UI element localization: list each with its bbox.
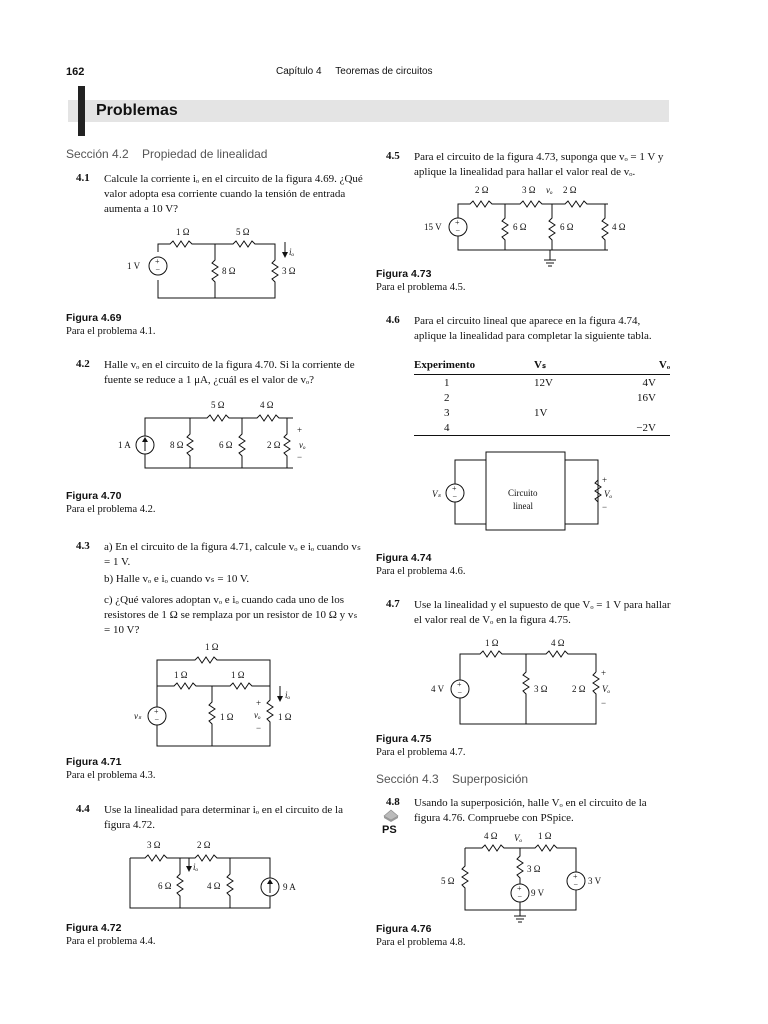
source-label: 1 A (118, 440, 131, 450)
figure-4-73-circuit (420, 180, 630, 270)
source-label: 4 V (431, 684, 445, 694)
svg-text:−: − (155, 265, 161, 274)
figure-caption: Figura 4.70 Para el problema 4.2. (66, 490, 156, 515)
resistor-label: 2 Ω (475, 185, 489, 195)
svg-text:+: + (154, 707, 159, 716)
table-row: 1 12V 4V (444, 376, 656, 389)
svg-text:−: − (455, 226, 461, 235)
page-number: 162 (66, 66, 85, 78)
resistor-label: 8 Ω (170, 440, 184, 450)
problem-text: Para el circuito lineal que aparece en la figura 4.74, aplique la linealidad para completar la siguiente tabla. (414, 315, 652, 342)
resistor-label: 5 Ω (441, 876, 455, 886)
section-heading-4-2: Sección 4.2 Propiedad de linealidad (66, 147, 268, 161)
figure-4-69-circuit (127, 222, 300, 302)
source-label: Vₛ (432, 489, 441, 499)
table-header-row: Experimento Vₛ Vₒ (414, 356, 670, 375)
svg-text:+: + (297, 425, 303, 435)
table-row: 4 −2V (414, 420, 670, 436)
svg-text:−: − (154, 715, 160, 724)
current-label: iₒ (289, 247, 295, 257)
svg-text:−: − (297, 452, 303, 462)
problem-number: 4.6 (386, 314, 400, 326)
problem-number: 4.3 (76, 540, 90, 552)
source-label: vₛ (134, 711, 142, 721)
resistor-label: 1 Ω (485, 638, 499, 648)
svg-text:−: − (517, 892, 523, 901)
resistor-label: 4 Ω (551, 638, 565, 648)
problem-text: Use la linealidad para determinar iₒ en el circuito de la figura 4.72. (104, 804, 343, 831)
resistor-label: 6 Ω (158, 881, 172, 891)
resistor-label: 8 Ω (222, 266, 236, 276)
figure-caption: Figura 4.75 Para el problema 4.7. (376, 733, 466, 758)
svg-text:−: − (256, 723, 262, 733)
problem-text: Calcule la corriente iₒ en el circuito de la figura 4.69. ¿Qué valor adopta esa corriente cuando la tensión de entrada aumenta a 10 V? (104, 173, 363, 215)
resistor-label: 4 Ω (260, 400, 274, 410)
svg-text:−: − (602, 502, 608, 512)
voltage-label: Vₒ (602, 684, 611, 694)
page-title: Problemas (96, 102, 178, 119)
svg-text:+: + (573, 872, 578, 881)
resistor-label: 6 Ω (560, 222, 574, 232)
problem-text-a: a) En el circuito de la figura 4.71, calcule vₒ e iₒ cuando vₛ = 1 V. (104, 541, 361, 568)
figure-4-72-circuit (125, 838, 305, 918)
resistor-label: 1 Ω (538, 831, 552, 841)
source-label: 9 V (531, 888, 545, 898)
voltage-label: vₒ (546, 185, 553, 195)
resistor-label: 3 Ω (522, 185, 536, 195)
voltage-label: vₒ (299, 440, 306, 450)
resistor-label: 1 Ω (176, 227, 190, 237)
figure-4-74-circuit (430, 452, 630, 532)
problem-number: 4.1 (76, 172, 90, 184)
resistor-label: 4 Ω (612, 222, 626, 232)
resistor-label: 2 Ω (563, 185, 577, 195)
problem-text: Usando la superposición, halle Vₒ en el circuito de la figura 4.76. Compruebe con PSpice. (414, 797, 647, 824)
resistor-label: 3 Ω (282, 266, 296, 276)
svg-text:+: + (256, 698, 262, 708)
problem-number: 4.7 (386, 598, 400, 610)
table-row: 3 1V (444, 406, 548, 419)
svg-text:+: + (602, 475, 608, 485)
problem-text: Halle vₒ en el circuito de la figura 4.70. Si la corriente de fuente se reduce a 1 μA, ¿cuál es el valor de vₒ? (104, 359, 355, 386)
problem-text: Use la linealidad y el supuesto de que Vₒ = 1 V para hallar el valor real de Vₒ en la figura 4.75. (414, 599, 671, 626)
pspice-badge-text: PS (382, 824, 397, 836)
svg-text:+: + (517, 884, 522, 893)
resistor-label: 1 Ω (174, 670, 188, 680)
resistor-label: 5 Ω (236, 227, 250, 237)
resistor-label: 1 Ω (205, 642, 219, 652)
resistor-label: 1 Ω (231, 670, 245, 680)
figure-caption: Figura 4.73 Para el problema 4.5. (376, 268, 466, 293)
source-label: 15 V (424, 222, 442, 232)
svg-text:+: + (457, 680, 462, 689)
section-heading-4-3: Sección 4.3 Superposición (376, 772, 529, 786)
resistor-label: 5 Ω (211, 400, 225, 410)
problem-number: 4.2 (76, 358, 90, 370)
source-label: 1 V (127, 261, 141, 271)
resistor-label: 4 Ω (207, 881, 221, 891)
svg-text:+: + (455, 218, 460, 227)
figure-caption: Figura 4.71 Para el problema 4.3. (66, 756, 156, 781)
svg-text:+: + (601, 668, 607, 678)
source-label: 3 V (588, 876, 602, 886)
box-label-line2: lineal (513, 501, 533, 511)
pspice-icon (380, 808, 402, 834)
figure-4-75-circuit (428, 636, 628, 731)
resistor-label: 3 Ω (527, 864, 541, 874)
problem-text-b: b) Halle vₒ e iₒ cuando vₛ = 10 V. (104, 573, 250, 585)
problem-number: 4.5 (386, 150, 400, 162)
figure-caption: Figura 4.74 Para el problema 4.6. (376, 552, 466, 577)
svg-text:+: + (155, 257, 160, 266)
voltage-label: Vₒ (604, 489, 613, 499)
current-label: iₒ (285, 690, 291, 700)
voltage-label: Vₒ (514, 833, 523, 843)
svg-text:+: + (452, 484, 457, 493)
problem-number: 4.8 (386, 796, 400, 808)
source-label: 9 A (283, 882, 296, 892)
resistor-label: 6 Ω (513, 222, 527, 232)
figure-caption: Figura 4.72 Para el problema 4.4. (66, 922, 156, 947)
resistor-label: 4 Ω (484, 831, 498, 841)
problem-text: Para el circuito de la figura 4.73, suponga que vₒ = 1 V y aplique la linealidad para hallar el valor real de vₒ. (414, 151, 664, 178)
table-row: 2 16V (444, 391, 656, 404)
svg-text:−: − (573, 880, 579, 889)
resistor-label: 2 Ω (267, 440, 281, 450)
svg-text:−: − (601, 698, 607, 708)
resistor-label: 6 Ω (219, 440, 233, 450)
problem-number: 4.4 (76, 803, 90, 815)
running-head: Capítulo 4 Teoremas de circuitos (276, 66, 433, 77)
resistor-label: 1 Ω (220, 712, 234, 722)
problem-text-c: c) ¿Qué valores adoptan vₒ e iₒ cuando cada uno de los resistores de 1 Ω se remplaza por un resistor de 10 Ω y vₛ = 10 V? (104, 594, 358, 636)
figure-caption: Figura 4.69 Para el problema 4.1. (66, 312, 156, 337)
voltage-label: vₒ (254, 710, 261, 720)
banner-accent-bar (78, 86, 85, 136)
pspice-badge (380, 808, 402, 839)
svg-text:−: − (452, 492, 458, 501)
resistor-label: 2 Ω (572, 684, 586, 694)
resistor-label: 2 Ω (197, 840, 211, 850)
resistor-label: 3 Ω (534, 684, 548, 694)
figure-4-76-circuit (430, 828, 630, 923)
figure-4-71-circuit (130, 640, 300, 750)
svg-text:−: − (457, 688, 463, 697)
resistor-label: 1 Ω (278, 712, 292, 722)
resistor-label: 3 Ω (147, 840, 161, 850)
current-label: iₒ (193, 862, 199, 872)
figure-caption: Figura 4.76 Para el problema 4.8. (376, 923, 466, 948)
experiment-table (414, 356, 670, 436)
box-label-line1: Circuito (508, 488, 538, 498)
figure-4-70-circuit (115, 400, 315, 480)
